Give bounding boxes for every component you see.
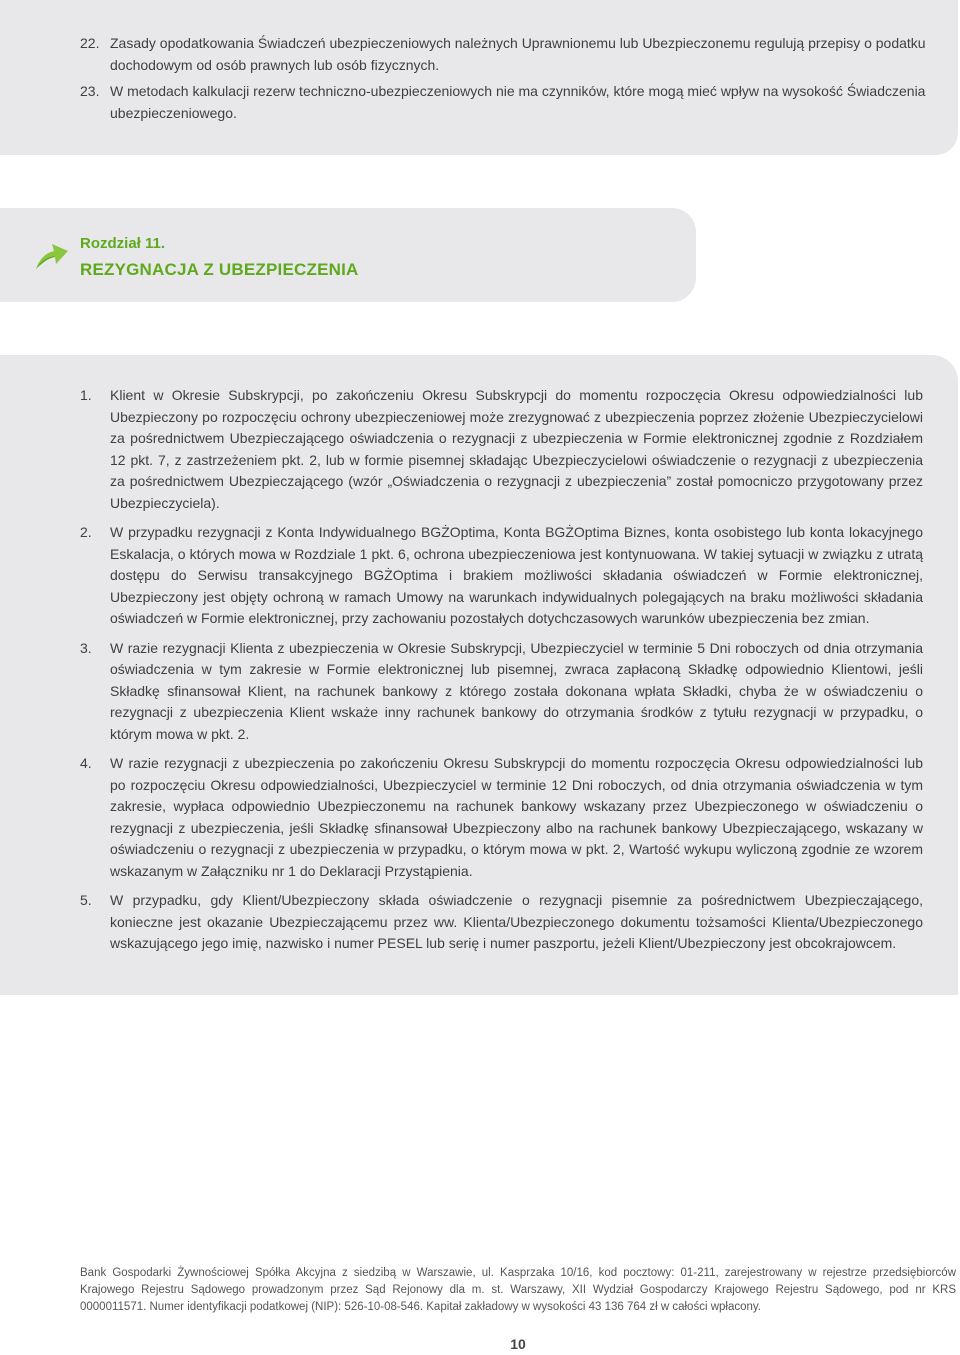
list-item: [80, 385, 923, 514]
item-text: W razie rezygnacji Klienta z ubezpieczenia w Okresie Subskrypcji, Ubezpieczyciel w terminie 5 Dni roboczych od dnia otrzymania oświadczenia w tym zakresie w Formie elektronicznej lub pisemnej, zwraca zapłaconą Składkę odpowiednio Klientowi, jeśli Składkę sfinansował Klient, na rachunek bankowy z którego została dokonana wpłata Składki, chyba że w oświadczeniu o rezygnacji z ubezpieczenia Klient wskaże inny rachunek bankowy do otrzymania środków z tytułu rezygnacji w przypadku, o którym mowa w pkt. 2.: [110, 639, 923, 742]
green-arrow-icon: [32, 238, 72, 272]
main-list: [80, 385, 923, 955]
list-item: [80, 33, 940, 76]
chapter-header-panel: [0, 208, 696, 302]
list-item: [80, 522, 923, 630]
chapter-label: Rozdział 11.: [80, 235, 166, 252]
top-list: [80, 33, 940, 124]
item-number: 23.: [80, 83, 100, 99]
item-text: W metodach kalkulacji rezerw techniczno-ubezpieczeniowych nie ma czynników, które mogą mieć wpływ na wysokość Świadczenia ubezpieczeniowego.: [110, 83, 926, 121]
item-text: W przypadku rezygnacji z Konta Indywidualnego BGŻOptima, Konta BGŻOptima Biznes, konta osobistego lub konta lokacyjnego Eskalacja, o których mowa w Rozdziale 1 pkt. 6, ochrona ubezpieczeniowa jest kontynuowana. W takiej sytuacji w związku z utratą dostępu do Serwisu transakcyjnego BGŻOptima i brakiem możliwości składania oświadczeń w Formie elektronicznej, Ubezpieczony jest objęty ochroną w ramach Umowy na warunkach indywidualnych polegających na braku możliwości składania oświadczeń w Formie elektronicznej, przy zachowaniu pozostałych dotychczasowych warunków ubezpieczenia bez zmian.: [110, 524, 923, 626]
list-item: [80, 638, 923, 746]
list-item: [80, 753, 923, 882]
item-text: Zasady opodatkowania Świadczeń ubezpieczeniowych należnych Uprawnionemu lub Ubezpieczonemu regulują przepisy o podatku dochodowym od osób prawnych lub osób fizycznych.: [110, 35, 926, 73]
item-number: 22.: [80, 35, 100, 51]
item-number: 2.: [80, 524, 92, 540]
chapter-title: REZYGNACJA Z UBEZPIECZENIA: [80, 260, 359, 279]
item-number: 3.: [80, 639, 92, 656]
list-item: [80, 81, 940, 124]
item-text: W przypadku, gdy Klient/Ubezpieczony składa oświadczenie o rezygnacji pisemnie za pośrednictwem Ubezpieczającego, konieczne jest okazanie Ubezpieczającemu przez ww. Klienta/Ubezpieczonego dokumentu tożsamości Klienta/Ubezpieczonego wskazującego jego imię, nazwisko i numer PESEL lub serię i numer paszportu, jeżeli Klient/Ubezpieczony jest obcokrajowcem.: [110, 892, 923, 951]
item-number: 5.: [80, 892, 92, 908]
page-number: 10: [510, 1336, 526, 1352]
item-number: 1.: [80, 387, 92, 403]
list-item: [80, 890, 923, 955]
item-text: Klient w Okresie Subskrypcji, po zakończeniu Okresu Subskrypcji do momentu rozpoczęcia Okresu odpowiedzialności lub Ubezpieczony po rozpoczęciu ochrony ubezpieczeniowej może zrezygnować z ubezpieczenia poprzez złożenie Ubezpieczycielowi za pośrednictwem Ubezpieczającego oświadczenia o rezygnacji z ubezpieczenia w Formie elektronicznej zgodnie z Rozdziałem 12 pkt. 7, z zastrzeżeniem pkt. 2, lub w formie pisemnej składając Ubezpieczycielowi oświadczenie o rezygnacji z ubezpieczenia za pośrednictwem Ubezpieczającego (wzór „Oświadczenia o rezygnacji z ubezpieczenia” został pomocniczo przygotowany przez Ubezpieczyciela).: [110, 387, 923, 511]
footer-legal-text: Bank Gospodarki Żywnościowej Spółka Akcyjna z siedzibą w Warszawie, ul. Kasprzaka 10/16, kod pocztowy: 01-211, zarejestrowany w rejestrze przedsiębiorców Krajowego Rejestru Sądowego prowadzonym przez Sąd Rejonowy dla m. st. Warszawy, XII Wydział Gospodarczy Krajowego Rejestru Sądowego, pod nr KRS 0000011571. Numer identyfikacji podatkowej (NIP): 526-10-08-546. Kapitał zakładowy w wysokości 43 136 764 zł w całości wpłacony.: [80, 1267, 956, 1313]
item-text: W razie rezygnacji z ubezpieczenia po zakończeniu Okresu Subskrypcji do momentu rozpoczęcia Okresu odpowiedzialności lub po rozpoczęciu Okresu odpowiedzialności, Ubezpieczyciel w terminie 12 Dni roboczych, od dnia otrzymania oświadczenia w tym zakresie, wypłaca odpowiednio Ubezpieczonemu na rachunek bankowy wskazany przez Ubezpieczonego w oświadczeniu o rezygnacji z ubezpieczenia, jeśli Składkę sfinansował Ubezpieczony albo na rachunek bankowy Ubezpieczającego, wskazany w oświadczeniu o rezygnacji z ubezpieczenia w przypadku, o którym mowa w pkt. 2, Wartość wykupu wyliczoną zgodnie ze wzorem wskazanym w Załączniku nr 1 do Deklaracji Przystąpienia.: [110, 755, 923, 879]
item-number: 4.: [80, 755, 92, 771]
